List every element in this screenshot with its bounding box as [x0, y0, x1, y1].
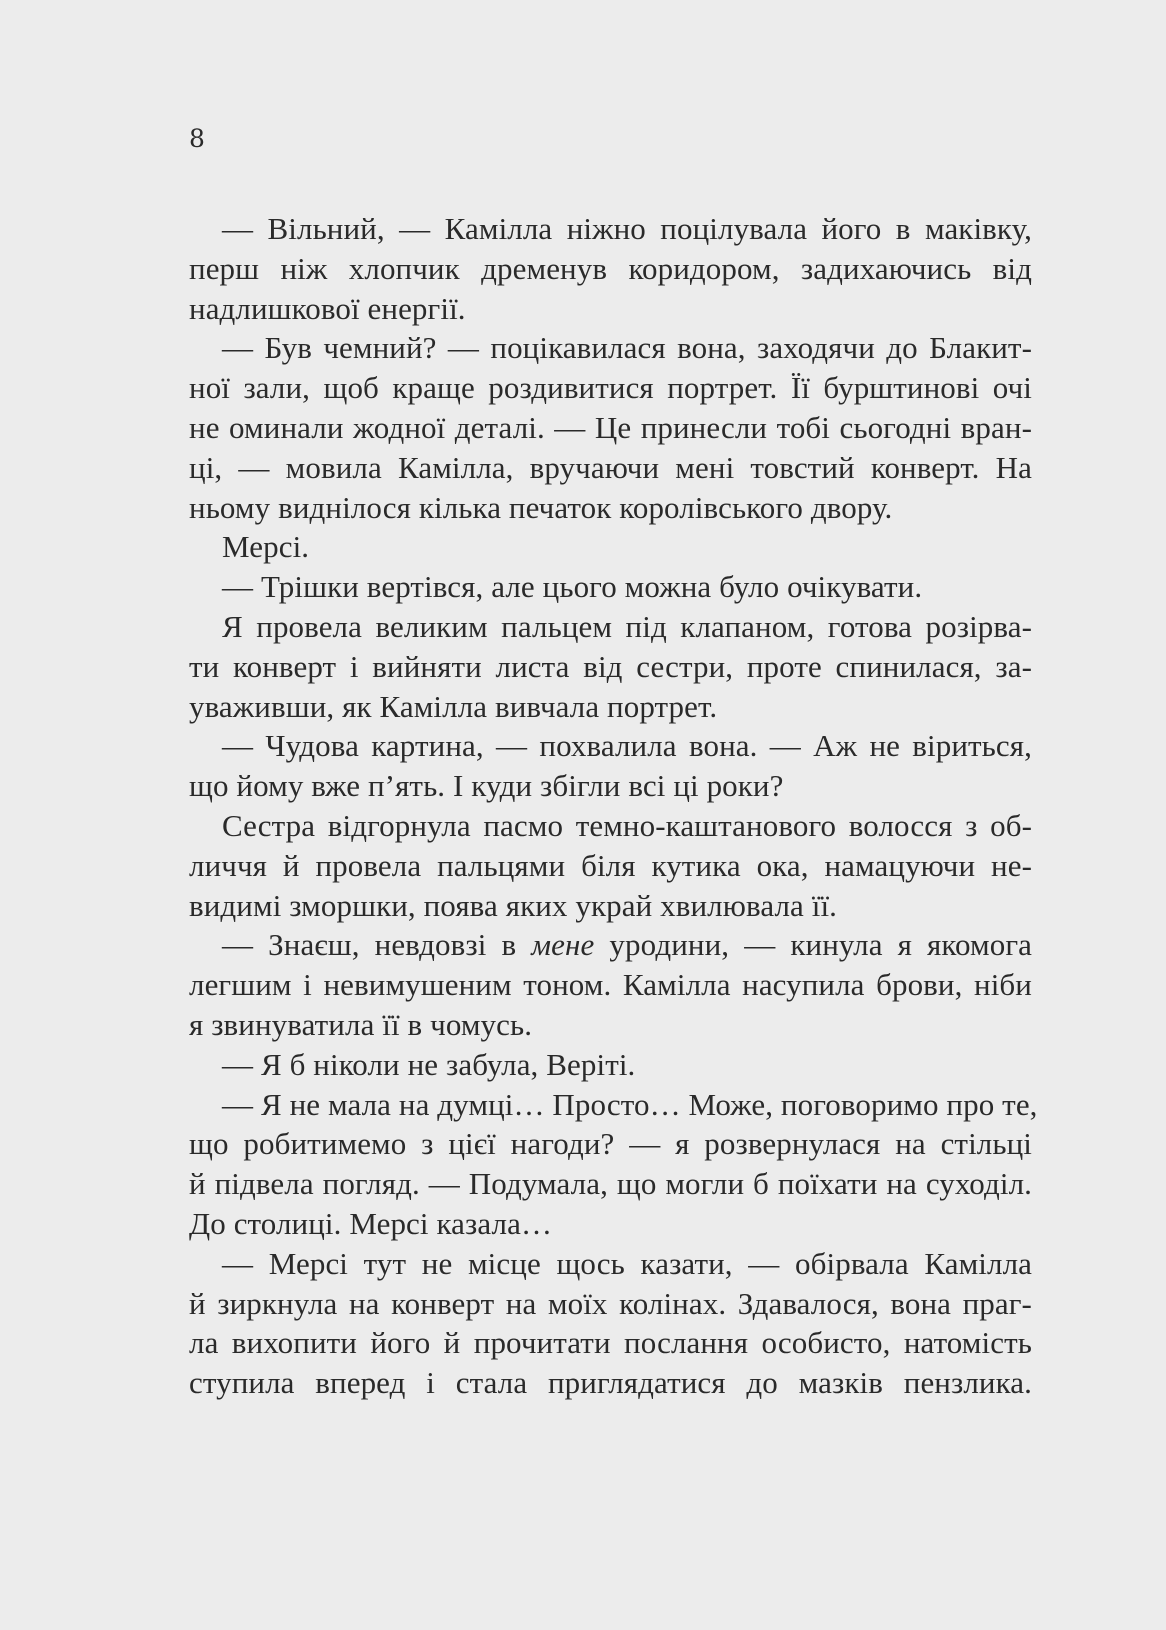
- text-line: личчя й провела пальцями біля кутика ока, намацуючи не-: [189, 847, 1032, 883]
- italic-emphasis: мене: [531, 927, 595, 963]
- body-text: [189, 209, 1038, 1403]
- text-line: надлишкової енергії.: [189, 290, 466, 326]
- text-line: — Трішки вертівся, але цього можна було очікувати.: [222, 569, 923, 605]
- text-line: що робитимемо з цієї нагоди? — я розвернулася на стільці: [189, 1126, 1032, 1162]
- text-line: — Вільний, — Камілла ніжно поцілувала його в маківку,: [222, 211, 1032, 246]
- text-line: — Я б ніколи не забула, Веріті.: [222, 1046, 636, 1082]
- text-line: ньому виднілося кілька печаток королівського двору.: [189, 489, 893, 525]
- text-line: ступила вперед і стала приглядатися до мазків пензлика.: [189, 1365, 1032, 1401]
- text-line: я звинуватила її в чомусь.: [189, 1006, 533, 1042]
- text-line: легшим і невимушеним тоном. Камілла насупила брови, ніби: [189, 967, 1032, 1003]
- text-line: Сестра відгорнула пасмо темно-каштанового волосся з об-: [222, 807, 1032, 843]
- text-line: ної зали, щоб краще роздивитися портрет. Її бурштинові очі: [189, 370, 1032, 406]
- text-line: — Чудова картина, — похвалила вона. — Аж не віриться,: [222, 728, 1032, 764]
- text-line: — Був чемний? — поцікавилася вона, заходячи до Блакит-: [222, 330, 1032, 366]
- text-line: [189, 925, 1032, 965]
- text-line: видимі зморшки, поява яких украй хвилювала її.: [189, 887, 838, 923]
- text-line: й підвела погляд. — Подумала, що могли б поїхати на суходіл.: [189, 1166, 1032, 1202]
- text-line: й зиркнула на конверт на моїх колінах. Здавалося, вона праг-: [189, 1285, 1032, 1321]
- text-line: не оминали жодної деталі. — Це принесли тобі сьогодні вран-: [189, 409, 1032, 445]
- text-line: ти конверт і вийняти листа від сестри, проте спинилася, за-: [189, 648, 1032, 684]
- text-line: перш ніж хлопчик дременув коридором, задихаючись від: [189, 250, 1032, 286]
- text-line: До столиці. Мерсі казала…: [189, 1205, 553, 1241]
- text-line: Я провела великим пальцем під клапаном, готова розірва-: [222, 608, 1032, 644]
- text-line: — Я не мала на думці… Просто… Може, поговоримо про те,: [222, 1086, 1038, 1122]
- page-number: 8: [189, 124, 205, 153]
- text-segment: — Знаєш, невдовзі в: [222, 927, 532, 963]
- text-line: уваживши, як Камілла вивчала портрет.: [189, 688, 718, 724]
- text-line: ла вихопити його й прочитати послання особисто, натомість: [189, 1325, 1032, 1361]
- text-line: що йому вже п’ять. І куди збігли всі ці роки?: [189, 768, 784, 804]
- text-line: Мерсі.: [222, 529, 310, 565]
- text-line: — Мерсі тут не місце щось казати, — обірвала Камілла: [222, 1245, 1032, 1281]
- text-segment: уродини, — кинула я якомога: [594, 927, 1032, 963]
- text-line: ці, — мовила Камілла, вручаючи мені товстий конверт. На: [189, 449, 1032, 485]
